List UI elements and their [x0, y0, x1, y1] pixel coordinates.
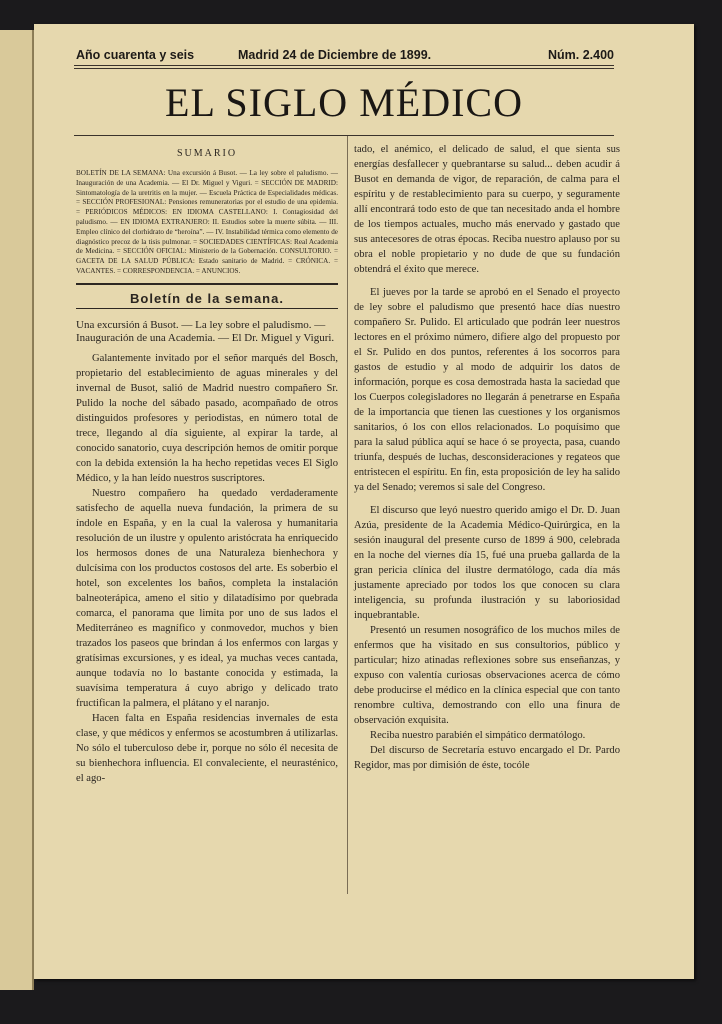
- boletin-rule: [76, 283, 338, 285]
- paragraph: tado, el anémico, el delicado de salud, el que sienta sus energías desfallecer y quebrantarse su salud... deben acudir á Busot en demanda de vigor, de reparación, de calma para el espíritu y de restablecimiento para su cuerpo, y seguramente allí encontrará todo esto de que tan necesitado anda el hombre de los tiempos actuales, mucho más enervado y gastado que sus antecesores de otras épocas. Reciba nuestro aplauso por su obra el noble propietario y no dude de que su fundación obtendrá el éxito que merece.: [354, 144, 620, 275]
- issue-date: Madrid 24 de Diciembre de 1899.: [238, 48, 432, 62]
- previous-page-edge: [0, 30, 34, 990]
- section-title: Boletín de la semana.: [130, 290, 284, 306]
- paragraph: Galantemente invitado por el señor marqués del Bosch, propietario del establecimiento de aguas minerales y del invernal de Busot, salió de Madrid nuestro compañero Sr. Pulido la noche del sábado pasado, acompañado de otros distinguidos profesores y periodistas, en número total de trece, llegando al día siguiente, al expirar la tarde, al conocido sanatorio, cuya descripción hemos de omitir porque con la debida extensión la ha hecho repetidas veces El Siglo Médico, y la han leído nuestros suscriptores.: [76, 352, 338, 484]
- sumario-title: SUMARIO: [176, 148, 238, 159]
- paragraph: Hacen falta en España residencias invernales de esta clase, y que médicos y enfermos se acostumbren á utilizarlas. No sólo el tuberculoso debe ir, porque no sólo él necesita de su bienhechora influencia. El convaleciente, el neurasténico, el ago-: [76, 712, 338, 784]
- paragraph: Nuestro compañero ha quedado verdaderamente satisfecho de aquella nueva fundación, la primera de su índole en España, y en la cual la valerosa y humanitaria resolución de un ilustre y opulento aristócrata ha enriquecido los hermosos dones de una Naturaleza bienhechora y dulcísima con los productos costosos del arte. Es soberbio el hotel, son excelentes los baños, completa la instalación balneoterápica, ameno el sitio y dilatadísimo por quebrada comarca, el panorama que limita por uno de sus lados el Mediterráneo es magnífico y conmovedor, muchos y bien trazados los paseos que brindan á los enfermos con largas y gratísimas excursiones, y es ideal, ya muchas veces cantada, aunque todavía no lo bastante conocida y estimada, la suavísima temperatura á cuyo abrigo y delicado trato fructifican la palmera, el plátano y el naranjo.: [76, 487, 338, 709]
- left-column: [76, 142, 338, 786]
- masthead-rule: [74, 135, 614, 136]
- paragraph: El jueves por la tarde se aprobó en el Senado el proyecto de ley sobre el paludismo que presentó hace días nuestro compañero Sr. Pulido. El articulado que podrán leer nuestros lectores en el próximo número, difiere algo del propuesto por el Sr. Pulido en dos puntos, referentes á los socorros para gastos de estudio y al modo de adquirir los datos de información, porque es cosa demostrada hasta la saciedad que los Cuerpos colegisladores no llegarán á penetrarse en España de la importancia que tienen las cuestiones y los organismos sanitarios, ó los con ellos relacionados. Lo poquísimo que para la salud pública aquí se hace ó se proyecta, pasa, cuando triunfa, después de luchas, desconsideraciones y regateos que entristecen el espíritu. En fin, esta proposición de ley ha salido ya del Senado; veremos si sale del Congreso.: [354, 287, 620, 493]
- paragraph: El discurso que leyó nuestro querido amigo el Dr. D. Juan Azúa, presidente de la Academia Médico-Quirúrgica, en la sesión inaugural del presente curso de 1899 á 900, celebrada en la noche del viernes día 15, fué una prueba gallarda de la gran pericia clínica del ilustre dermatólogo, cada día más justamente apreciado por todos los que conocen su clara inteligencia, su profunda ilustración y su laboriosidad inquebrantable.: [354, 505, 620, 621]
- paragraph: Presentó un resumen nosográfico de los muchos miles de enfermos que ha visitado en sus consultorios, público y particular; hizo atinadas reflexiones sobre sus enseñanzas, y expuso con valentía curiosas observaciones acerca de cómo debe producirse el médico en la clínica especial que con tanto renombre cultiva, demostrando con ello una finura de observación exquisita.: [354, 625, 620, 726]
- paragraph: Del discurso de Secretaría estuvo encargado el Dr. Pardo Regidor, mas por dimisión de éste, tocóle: [354, 745, 620, 771]
- issue-year: Año cuarenta y seis: [76, 48, 195, 62]
- right-column: [354, 142, 620, 773]
- newspaper-page: [34, 24, 694, 979]
- sumario-text: BOLETÍN DE LA SEMANA: Una excursión á Busot. — La ley sobre el paludismo. — Inauguración de una Academia. — El Dr. Miguel y Viguri. = SECCIÓN DE MADRID: Sintomatología de la uretritis en la mujer. — Escuela Práctica de Especialidades médicas. = SECCIÓN PROFESIONAL: Pensiones remuneratorias por el estudio de una epidemia. = PERIÓDICOS MÉDICOS: EN IDIOMA CASTELLANO: I. Contagiosidad del paludismo. — EN IDIOMA EXTRANJERO: II. Estudios sobre la muerte súbita. — III. Empleo clínico del clorhidrato de “heroína”. — IV. Instabilidad térmica como elemento de diagnóstico precoz de la tisis pulmonar. = SOCIEDADES CIENTÍFICAS: Real Academia de Medicina. = SECCIÓN OFICIAL: Ministerio de la Gobernación. CONSULTORIO. = GACETA DE LA SALUD PÚBLICA: Estado sanitario de Madrid. = CRÓNICA. = VACANTES. = CORRESPONDENCIA. = ANUNCIOS.: [76, 169, 338, 275]
- article-subtitle: Una excursión á Busot. — La ley sobre el paludismo. — Inauguración de una Academia. — El Dr. Miguel y Viguri.: [76, 318, 335, 344]
- header-rule: [74, 65, 614, 66]
- issue-number: Núm. 2.400: [547, 48, 614, 62]
- masthead-title: EL SIGLO MÉDICO: [165, 80, 523, 125]
- paragraph: Reciba nuestro parabién el simpático dermatólogo.: [370, 730, 586, 741]
- column-separator: [347, 136, 348, 894]
- boletin-rule-bottom: [76, 308, 338, 309]
- header-rule-double: [74, 68, 614, 69]
